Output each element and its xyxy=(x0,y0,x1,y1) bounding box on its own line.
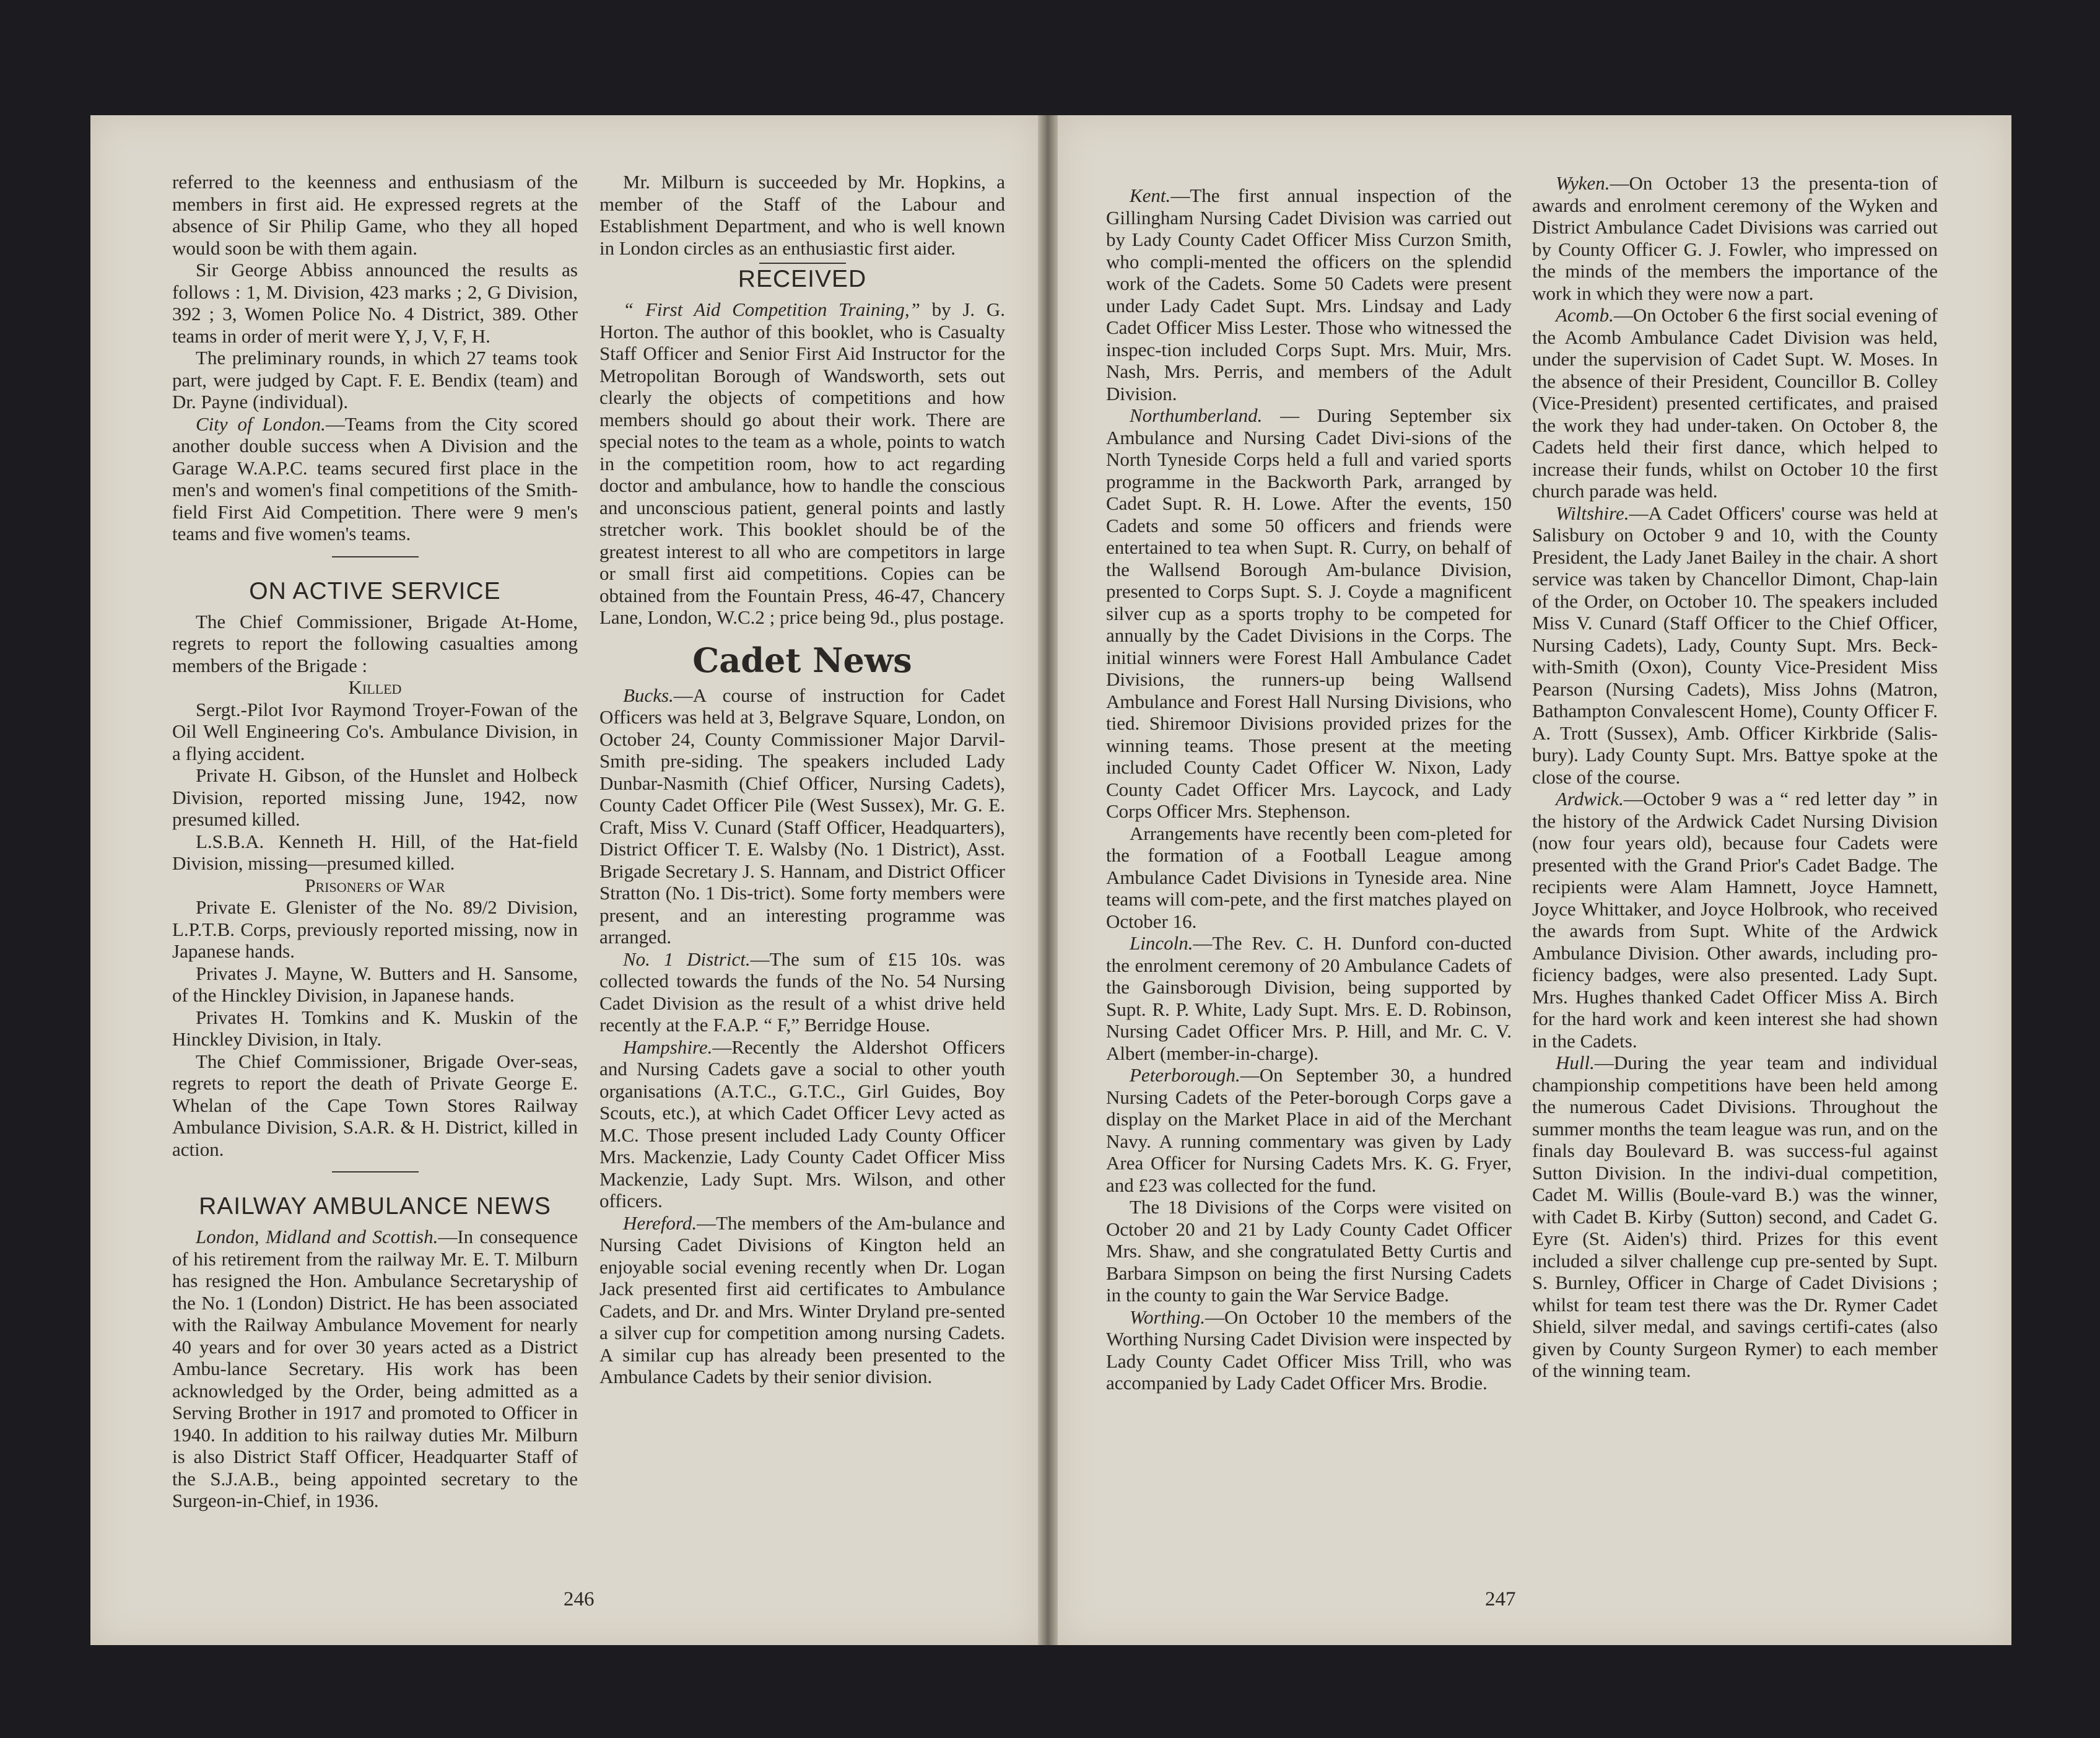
subheading-prisoners: Prisoners of War xyxy=(305,874,445,896)
paragraph xyxy=(599,948,1005,1036)
paragraph: Privates J. Mayne, W. Butters and H. Sansome, of the Hinckley Division, in Japanese hands. xyxy=(172,962,578,1006)
divider xyxy=(759,263,846,264)
paragraph-lead: Lincoln. xyxy=(1130,932,1193,954)
paragraph: The Chief Commissioner, Brigade At-Home, regrets to report the following casualties among members of the Brigade : xyxy=(172,610,578,676)
paragraph-lead: Hull. xyxy=(1556,1052,1595,1073)
paragraph-lead: Worthing. xyxy=(1130,1306,1206,1328)
paragraph xyxy=(172,1226,578,1512)
paragraph-lead: City of London. xyxy=(196,413,326,435)
paragraph: Arrangements have recently been com-pleted for the formation of a Football League among Ambulance Cadet Divisions in Tyneside area. Nine teams will com-pete, and the first matches played on October 16. xyxy=(1106,822,1512,932)
paragraph-body: —A Cadet Officers' course was held at Salisbury on October 9 and 10, with the County President, the Lady Janet Bailey in the chair. A short service was taken by Chancellor Dimont, Chap-lain of the Order, on October 10. The speakers included Miss V. Cunard (Staff Officer to the Chief Officer, Nursing Cadets), Lady, County Supt. Mrs. Beck-with-Smith (Oxon), County Vice-President Miss Pearson (Nursing Cadets), Miss Johns (Matron, Bathampton Convalescent Home), County Officer F. A. Trott (Sussex), Amb. Officer Kirkbride (Salis-bury). Lady County Supt. Mrs. Battye spoke at the close of the course. xyxy=(1532,502,1938,788)
page-number: 246 xyxy=(564,1588,595,1610)
paragraph-body: —The first annual inspection of the Gillingham Nursing Cadet Division was carried out by Lady County Cadet Officer Miss Curzon Smith, who compli-mented the officers on the splendid work of the Cadets. Some 50 Cadets were present under Lady Cadet Supt. Mrs. Lindsay and Lady Cadet Officer Miss Lester. Those who witnessed the inspec-tion included Corps Supt. Mrs. Muir, Mrs. Nash, Mrs. Perris, and members of the Adult Division. xyxy=(1106,185,1512,404)
paragraph-lead: Hereford. xyxy=(623,1212,697,1234)
paragraph-body: —October 9 was a “ red letter day ” in the history of the Ardwick Cadet Nursing Division (now four years old), because four Cadets were presented with the Grand Prior's Cadet Badge. The recipients were Alam Hamnett, Joyce Hamnett, Joyce Whittaker, and Joyce Holbrook, who received the awards from Supt. White of the Ardwick Ambulance Division. Other awards, including pro-ficiency badges, were also presented. Lady Supt. Mrs. Hughes thanked Cadet Officer Miss A. Birch for the hard work and keen interest she had shown in the Cadets. xyxy=(1532,788,1938,1052)
paragraph-body: —A course of instruction for Cadet Officers was held at 3, Belgrave Square, London, on October 24, County Commissioner Major Darvil-Smith pre-siding. The speakers included Lady Dunbar-Nasmith (Chief Officer, Nursing Cadets), County Cadet Officer Pile (West Sussex), Mr. G. E. Craft, Miss V. Cunard (Staff Officer, Headquarters), District Officer T. E. Walsby (No. 1 District), Asst. Brigade Secretary J. S. Hannam, and District Officer Stratton (No. 1 Dis-trict). Some forty members were present, and an interesting programme was arranged. xyxy=(599,684,1005,948)
paragraph xyxy=(599,684,1005,948)
paragraph-body: —On October 6 the first social evening of the Acomb Ambulance Cadet Division was held, under the supervision of Cadet Supt. W. Moses. In the absence of their President, Councillor B. Colley (Vice-President) presented certificates, and praised the work they had under-taken. On October 8, the Cadets held their first dance, which helped to increase their funds, whilst on October 10 the first church parade was held. xyxy=(1532,304,1938,502)
paragraph-lead: Hampshire. xyxy=(623,1036,713,1058)
paragraph-body: —During the year team and individual championship competitions have been held among the numerous Cadet Divisions. Throughout the summer months the team league was run, and on the finals day Boulevard B. was success-ful against Sutton Division. In the indivi-dual competition, Cadet M. Willis (Boule-vard B.) was the winner, with Cadet B. Kirby (Sutton) second, and Cadet G. Eyre (St. Aiden's) third. Prizes for this event included a silver challenge cup pre-sented by Supt. S. Burnley, Officer in Charge of Cadet Divisions ; whilst for team test there was the Dr. Rymer Cadet Shield, silver medal, and savings certifi-cates (also given by County Surgeon Rymer) to each member of the winning team. xyxy=(1532,1052,1938,1381)
paragraph-lead: Ardwick. xyxy=(1556,788,1624,810)
paragraph-body: —The Rev. C. H. Dunford con-ducted the enrolment ceremony of 20 Ambulance Cadets of the Gainsborough Division, being supported by Supt. R. P. White, Lady Supt. Mrs. E. D. Robinson, Nursing Cadet Officer Mrs. P. Hill, and Mr. C. V. Albert (member-in-charge). xyxy=(1106,932,1512,1064)
paragraph xyxy=(1532,304,1938,502)
divider xyxy=(332,556,419,557)
column-3 xyxy=(1106,185,1512,1394)
column-4 xyxy=(1532,172,1938,1382)
paragraph-body: —On October 10 the members of the Worthing Nursing Cadet Division were inspected by Lady County Cadet Officer Miss Trill, who was accompanied by Lady Cadet Officer Mrs. Brodie. xyxy=(1106,1306,1512,1394)
paragraph xyxy=(1106,932,1512,1064)
paragraph xyxy=(599,1212,1005,1388)
paragraph xyxy=(1532,1052,1938,1382)
section-heading-cadet-news: Cadet News xyxy=(692,640,912,680)
section-heading-railway: RAILWAY AMBULANCE NEWS xyxy=(199,1193,551,1220)
column-1 xyxy=(172,171,578,1512)
paragraph-lead: Bucks. xyxy=(623,684,674,706)
paragraph-lead: London, Midland and Scottish. xyxy=(196,1226,438,1247)
paragraph xyxy=(1532,502,1938,788)
paragraph: The 18 Divisions of the Corps were visited on October 20 and 21 by Lady County Cadet Officer Mrs. Shaw, and she congratulated Betty Curtis and Barbara Simpson on being the first Nursing Cadets in the county to gain the War Service Badge. xyxy=(1106,1196,1512,1306)
paragraph: Private E. Glenister of the No. 89/2 Division, L.P.T.B. Corps, previously reported missing, now in Japanese hands. xyxy=(172,896,578,962)
paragraph-lead: Wyken. xyxy=(1556,172,1610,194)
paragraph-body: —Recently the Aldershot Officers and Nursing Cadets gave a social to other youth organisations (A.T.C., G.T.C., Girl Guides, Boy Scouts, etc.), at which Cadet Officer Levy acted as M.C. Those present included Lady County Officer Mrs. Mackenzie, Lady County Cadet Officer Miss Mackenzie, Lady Supt. Mrs. Wilson, and other officers. xyxy=(599,1036,1005,1212)
paragraph: The preliminary rounds, in which 27 teams took part, were judged by Capt. F. E. Bendix (team) and Dr. Payne (individual). xyxy=(172,347,578,413)
paragraph-lead: Acomb. xyxy=(1556,304,1614,326)
paragraph xyxy=(172,413,578,545)
paragraph: L.S.B.A. Kenneth H. Hill, of the Hat-field Division, missing—presumed killed. xyxy=(172,830,578,874)
paragraph: Privates H. Tomkins and K. Muskin of the Hinckley Division, in Italy. xyxy=(172,1006,578,1050)
section-heading-received: RECEIVED xyxy=(738,266,867,292)
paragraph: The Chief Commissioner, Brigade Over-seas, regrets to report the death of Private George E. Whelan of the Cape Town Stores Railway Ambulance Division, S.A.R. & H. District, killed in action. xyxy=(172,1050,578,1160)
paragraph-lead: Peterborough. xyxy=(1130,1064,1240,1086)
paragraph-body: —The sum of £15 10s. was collected towards the funds of the No. 54 Nursing Cadet Division as the result of a whist drive held recently at the F.A.P. “ F,” Berridge House. xyxy=(599,948,1005,1036)
paragraph xyxy=(1106,1306,1512,1394)
paragraph-body: —In consequence of his retirement from the railway Mr. E. T. Milburn has resigned the Hon. Ambulance Secretaryship of the No. 1 (London) District. He has been associated with the Railway Ambulance Movement for nearly 40 years and for over 30 years acted as a District Ambu-lance Secretary. His work has been acknowledged by the Order, being admitted as a Serving Brother in 1917 and promoted to Officer in 1940. In addition to his railway duties Mr. Milburn is also District Staff Officer, Headquarter Staff of the S.J.A.B., being appointed secretary to the Surgeon-in-Chief, in 1936. xyxy=(172,1226,578,1511)
paragraph-lead: Wiltshire. xyxy=(1556,502,1629,524)
paragraph-body: —On October 13 the presenta-tion of awards and enrolment ceremony of the Wyken and District Ambulance Cadet Divisions was carried out by County Officer G. J. Fowler, who impressed on the minds of the members the importance of the work in which they were now a part. xyxy=(1532,172,1938,304)
paragraph-lead: No. 1 District. xyxy=(623,948,751,970)
paragraph-lead: “ First Aid Competition Training,” xyxy=(623,299,920,320)
page-number: 247 xyxy=(1485,1588,1516,1610)
paragraph-body: —The members of the Am-bulance and Nursing Cadet Divisions of Kington held an enjoyable social evening recently when Dr. Logan Jack presented first aid certificates to Ambulance Cadets, and Dr. and Mrs. Winter Dryland pre-sented a silver cup for competition among nursing Cadets. A similar cup has already been presented to the Ambulance Cadets by their senior division. xyxy=(599,1212,1005,1387)
left-page xyxy=(90,115,1038,1645)
paragraph: referred to the keenness and enthusiasm of the members in first aid. He expressed regrets at the absence of Sir Philip Game, who they all hoped would soon be with them again. xyxy=(172,171,578,259)
paragraph-body: — During September six Ambulance and Nursing Cadet Divi-sions of the North Tyneside Corps held a full and varied sports programme in the Backworth Park, arranged by Cadet Supt. R. H. Lowe. After the events, 150 Cadets and some 50 officers and friends were entertained to tea when Supt. R. Curry, on behalf of the Wallsend Borough Am-bulance Division, presented to Corps Supt. S. J. Coyde a magnificent silver cup as a sports trophy to be competed for annually by the Cadet Divisions in the Corps. The initial winners were Forest Hall Ambulance Cadet Divisions, the runners-up being Wallsend Ambulance and Forest Hall Nursing Divisions, who tied. Shiremoor Divisions provided prizes for the winning teams. Those present at the meeting included County Cadet Officer W. Nixon, Lady County Cadet Officer Mrs. Laycock, and Lady Corps Officer Mrs. Stephenson. xyxy=(1106,404,1512,822)
paragraph xyxy=(599,299,1005,629)
paragraph xyxy=(599,1036,1005,1212)
paragraph-body: —On September 30, a hundred Nursing Cadets of the Peter-borough Corps gave a display on the Market Place in aid of the Merchant Navy. A running commentary was given by Lady Area Officer for Nursing Cadets Mrs. K. G. Fryer, and £23 was collected for the fund. xyxy=(1106,1064,1512,1196)
right-page xyxy=(1058,115,2011,1645)
paragraph: Sir George Abbiss announced the results as follows : 1, M. Division, 423 marks ; 2, G Division, 392 ; 3, Women Police No. 4 District, 389. Other teams in order of merit were Y, J, V, F, H. xyxy=(172,259,578,347)
paragraph: Sergt.-Pilot Ivor Raymond Troyer-Fowan of the Oil Well Engineering Co's. Ambulance Division, in a flying accident. xyxy=(172,698,578,764)
paragraph xyxy=(1532,172,1938,304)
paragraph xyxy=(1106,185,1512,404)
paragraph-body: —Teams from the City scored another double success when A Division and the Garage W.A.P.C. teams secured first place in the men's and women's final competitions of the Smith-field First Aid Competition. There were 9 men's teams and five women's teams. xyxy=(172,413,578,544)
paragraph-body: by J. G. Horton. The author of this booklet, who is Casualty Staff Officer and Senior First Aid Instructor for the Metropolitan Borough of Wandsworth, sets out clearly the objects of competitions and how members should go about their work. There are special notes to the team as a whole, points to watch in the competition room, how to act regarding doctor and ambulance, how to handle the conscious and unconscious patient, general points and lastly stretcher work. This booklet should be of the greatest interest to all who are competitors in large or small first aid competitions. Copies can be obtained from the Fountain Press, 46-47, Chancery Lane, London, W.C.2 ; price being 9d., plus postage. xyxy=(599,299,1006,628)
paragraph xyxy=(1106,1064,1512,1196)
paragraph xyxy=(1106,404,1512,823)
paragraph-lead: Northumberland. xyxy=(1130,404,1263,426)
divider xyxy=(332,1171,419,1172)
book-gutter xyxy=(1038,115,1058,1645)
paragraph: Mr. Milburn is succeeded by Mr. Hopkins, a member of the Staff of the Labour and Establishment Department, and who is well known in London circles as an enthusiastic first aider. xyxy=(599,171,1005,259)
paragraph xyxy=(1532,788,1938,1052)
paragraph: Private H. Gibson, of the Hunslet and Holbeck Division, reported missing June, 1942, now presumed killed. xyxy=(172,764,578,830)
paragraph-lead: Kent. xyxy=(1130,185,1171,206)
section-heading-active-service: ON ACTIVE SERVICE xyxy=(249,577,501,605)
column-2 xyxy=(599,171,1005,1388)
subheading-killed: Killed xyxy=(348,676,402,698)
